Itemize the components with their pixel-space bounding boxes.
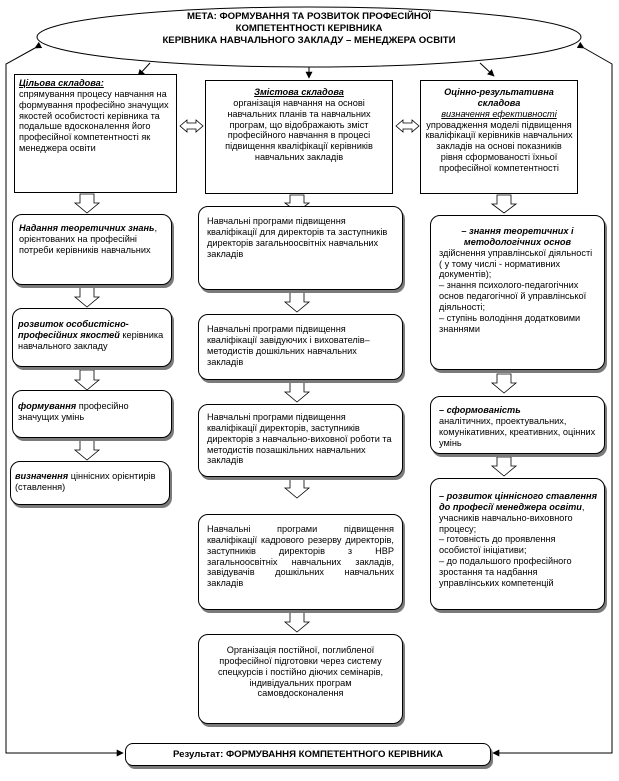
value-orientations-box <box>10 461 170 505</box>
skills-formation-emph: формування <box>18 401 77 411</box>
program-general-schools-box <box>198 206 403 290</box>
personal-qualities-text: керівника навчального закладу <box>18 329 164 351</box>
result-box <box>125 743 491 766</box>
program-out-of-school-text: Навчальні програми підвищення кваліфікації директорів, заступників директорів з навчально-виховної роботи та методистів позашкільних навчальних закладів <box>207 412 392 466</box>
theoretical-knowledge-box <box>12 214 172 285</box>
knowledge-indicators-line-1: здійснення управлінської діяльності ( у тому числі - нормативних документів); <box>439 247 593 280</box>
knowledge-indicators-box <box>430 215 605 370</box>
knowledge-indicators-line-3: – ступінь володіння додатковими знаннями <box>439 312 581 334</box>
continuous-training-text: Організація постійної, поглибленої професійної підготовки через систему спецкурсів і постійно діючих семінарів, індивідуальних програм самовдосконалення <box>217 645 384 699</box>
knowledge-indicators-line-2: – знання психолого-педагогічних основ педагогічної й управлінської діяльності; <box>439 280 587 313</box>
target-component-title: Цільова складова: <box>19 78 104 88</box>
value-orientations-emph: визначення <box>15 471 69 481</box>
program-preschool-box <box>198 314 403 380</box>
continuous-training-box <box>198 634 403 724</box>
skills-formation-box <box>12 390 172 438</box>
content-component-box <box>205 80 393 194</box>
program-preschool-text: Навчальні програми підвищення кваліфікації завідуючих і вихователів–методистів дошкільних навчальних закладів <box>207 324 370 367</box>
evaluation-component-subtitle: визначення ефективності <box>441 108 557 119</box>
content-component-text: організація навчання на основі навчальних планів та навчальних програм, що відображають зміст професійного навчання в процесі підвищення кваліфікації керівників навчальних закладів <box>225 97 373 163</box>
knowledge-indicators-title: – знання теоретичних і методологічних основ <box>461 226 574 247</box>
evaluation-component-text: упровадження моделі підвищення кваліфікації керівників навчальних закладів на основі показників рівня сформованості їхньої професійної компетентності <box>425 119 573 174</box>
value-attitude-line-2: – готовність до проявлення особистої ініціативи; <box>439 534 556 556</box>
result-text: Результат: ФОРМУВАННЯ КОМПЕТЕНТНОГО КЕРІВНИКА <box>173 749 443 760</box>
double-arrow-left-middle <box>180 120 203 132</box>
theoretical-knowledge-text: , орієнтованих на професійні потреби керівників навчальних <box>19 223 158 255</box>
target-component-box <box>14 74 177 193</box>
target-component-text: спрямування процесу навчання на формування професійно значущих якостей особистості керівника та подальше вдосконалення його професійної компетентності як менеджера освіти <box>19 88 169 154</box>
theoretical-knowledge-emph: Надання теоретичних знань <box>19 223 155 233</box>
value-attitude-title: – розвиток ціннісного ставлення до професії менеджера освіти <box>439 491 598 512</box>
personal-qualities-emph: розвиток особистісно-професійних якостей <box>18 319 129 340</box>
skills-formation-text: професійно значущих умінь <box>18 401 129 422</box>
program-general-schools-text: Навчальні програми підвищення кваліфікації для директорів та заступників директорів загальноосвітніх навчальних закладів <box>207 216 388 259</box>
goal-line-1: МЕТА: ФОРМУВАННЯ ТА РОЗВИТОК ПРОФЕСІЙНОЇ <box>187 11 431 22</box>
value-attitude-indicators-box <box>430 478 605 610</box>
skills-indicators-title: – сформованість <box>439 405 521 415</box>
program-out-of-school-box <box>198 404 403 477</box>
evaluation-component-box <box>420 80 578 194</box>
program-reserve-box <box>198 514 403 610</box>
content-component-title: Змістова складова <box>254 87 344 97</box>
goal-title <box>40 7 578 65</box>
value-orientations-text: ціннісних орієнтирів (ставлення) <box>15 471 156 492</box>
double-arrow-middle-right <box>396 120 419 132</box>
value-attitude-line-3: – до подальшого професійного зростання та надбання управлінських компетенцій <box>439 556 572 588</box>
goal-line-2: КОМПЕТЕНТНОСТІ КЕРІВНИКА <box>235 22 383 34</box>
evaluation-component-title: Оцінно-результативна складова <box>444 87 554 108</box>
goal-line-3: КЕРІВНИКА НАВЧАЛЬНОГО ЗАКЛАДУ – МЕНЕДЖЕРА ОСВІТИ <box>162 34 456 46</box>
value-attitude-text: , учасників навчально-виховного процесу; <box>439 501 585 534</box>
program-reserve-text: Навчальні програми підвищення кваліфікації кадрового резерву директорів, заступників директорів з НВР загальноосвітніх навчальних закладів, завідувачів дошкільних навчальних закладів <box>207 524 394 589</box>
skills-indicators-box <box>430 396 605 454</box>
personal-qualities-box <box>12 308 172 367</box>
skills-indicators-text: аналітичних, проектувальних, комунікативних, креативних, оцінних умінь <box>439 415 596 448</box>
